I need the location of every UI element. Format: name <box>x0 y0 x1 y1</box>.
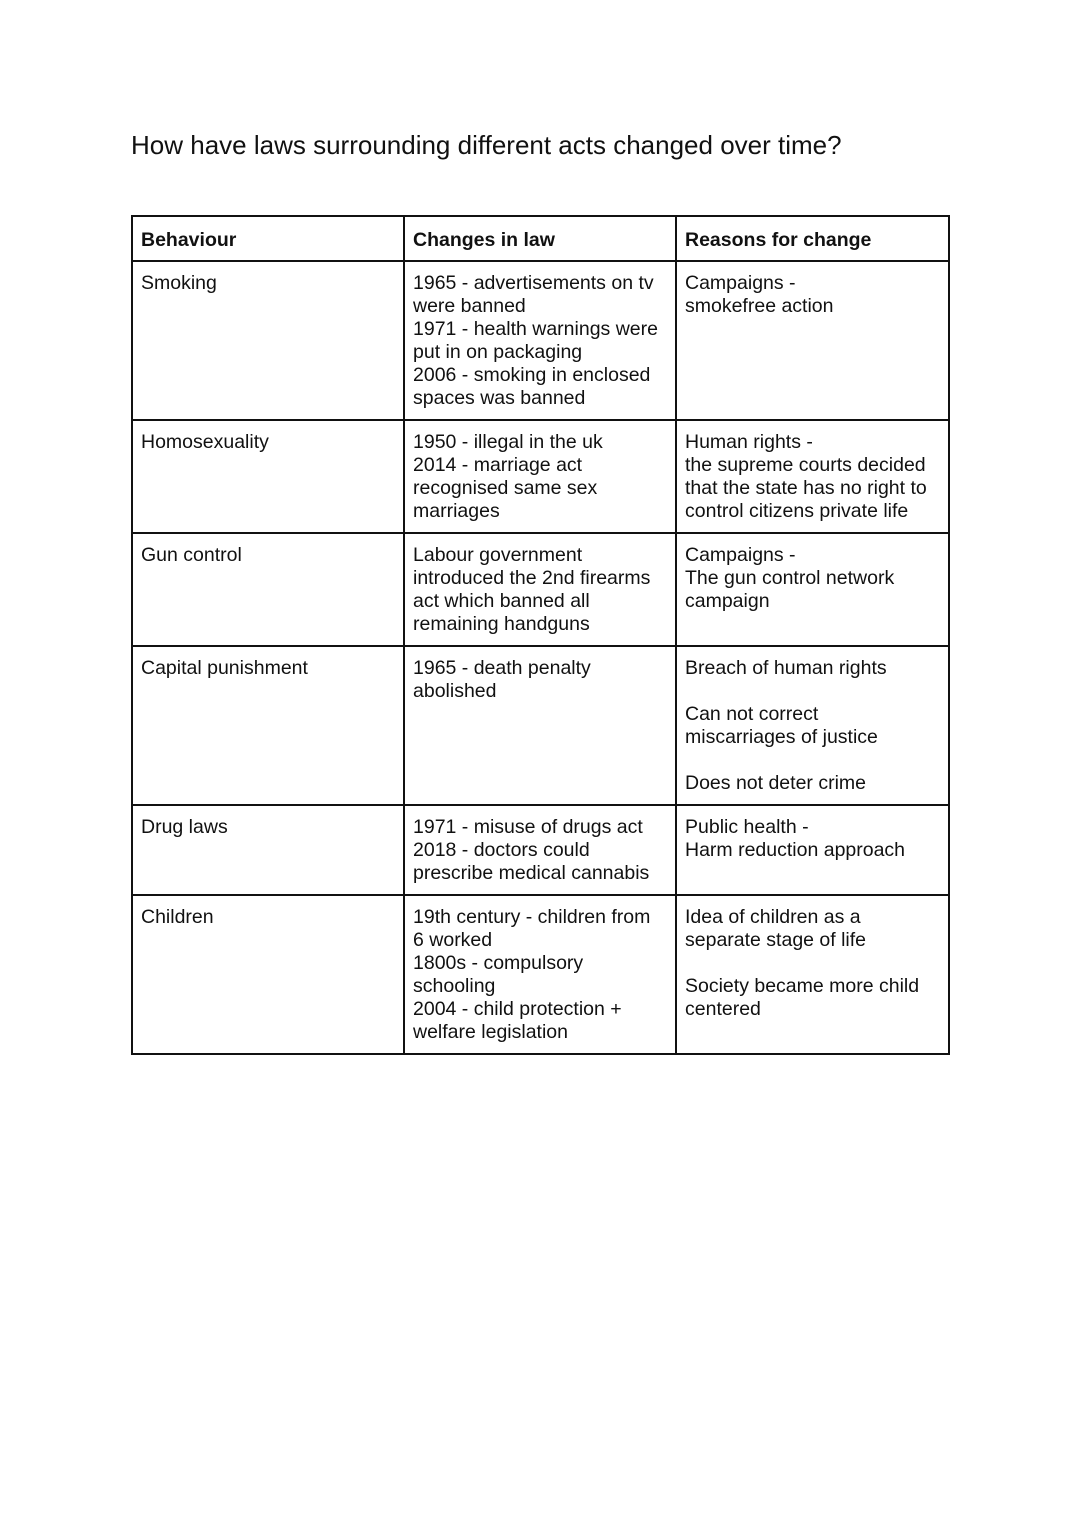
cell-behaviour <box>132 420 404 533</box>
cell-reasons-for-change <box>676 261 949 420</box>
header-changes-in-law: Changes in law <box>404 216 676 261</box>
cell-behaviour <box>132 646 404 805</box>
reason-line: control citizens private life <box>685 500 909 522</box>
law-change-line: 2018 - doctors could <box>413 839 590 861</box>
table-body <box>132 261 949 1054</box>
law-change-line: 1971 - misuse of drugs act <box>413 816 643 838</box>
blank-line <box>685 952 940 975</box>
table-row <box>132 805 949 895</box>
blank-line <box>685 749 940 772</box>
law-change-line: prescribe medical cannabis <box>413 862 650 884</box>
reason-line: Harm reduction approach <box>685 839 906 861</box>
law-change-line: 2004 - child protection + <box>413 998 622 1020</box>
behaviour-label: Smoking <box>141 272 217 294</box>
law-change-line: abolished <box>413 680 497 702</box>
law-change-line: were banned <box>413 295 526 317</box>
header-behaviour: Behaviour <box>132 216 404 261</box>
law-change-line: schooling <box>413 975 496 997</box>
behaviour-label: Homosexuality <box>141 431 269 453</box>
cell-reasons-for-change <box>676 805 949 895</box>
reason-line: Idea of children as a <box>685 906 861 928</box>
law-change-line: 1800s - compulsory <box>413 952 584 974</box>
cell-behaviour <box>132 533 404 646</box>
reason-line: that the state has no right to <box>685 477 927 499</box>
reason-line: Campaigns - <box>685 544 796 566</box>
law-change-line: 1971 - health warnings were <box>413 318 658 340</box>
reason-line: Campaigns - <box>685 272 796 294</box>
reason-line: the supreme courts decided <box>685 454 926 476</box>
cell-changes-in-law <box>404 646 676 805</box>
cell-changes-in-law <box>404 261 676 420</box>
cell-changes-in-law <box>404 420 676 533</box>
law-change-line: put in on packaging <box>413 341 583 363</box>
cell-behaviour <box>132 805 404 895</box>
table-row <box>132 420 949 533</box>
behaviour-label: Children <box>141 906 214 928</box>
cell-reasons-for-change <box>676 895 949 1054</box>
law-change-line: 6 worked <box>413 929 493 951</box>
law-change-line: 1965 - advertisements on tv <box>413 272 654 294</box>
law-change-line: 2006 - smoking in enclosed <box>413 364 651 386</box>
reason-line: smokefree action <box>685 295 834 317</box>
cell-behaviour <box>132 261 404 420</box>
table-row <box>132 261 949 420</box>
law-change-line: introduced the 2nd firearms <box>413 567 651 589</box>
reason-line: Can not correct <box>685 703 819 725</box>
cell-behaviour <box>132 895 404 1054</box>
reason-line: Human rights - <box>685 431 813 453</box>
table-row <box>132 895 949 1054</box>
reason-line: Public health - <box>685 816 809 838</box>
reason-line: Does not deter crime <box>685 772 866 794</box>
cell-changes-in-law <box>404 805 676 895</box>
reason-line: Breach of human rights <box>685 657 887 679</box>
cell-reasons-for-change <box>676 646 949 805</box>
law-change-line: 1965 - death penalty <box>413 657 591 679</box>
law-change-line: 1950 - illegal in the uk <box>413 431 603 453</box>
behaviour-label: Drug laws <box>141 816 228 838</box>
cell-reasons-for-change <box>676 533 949 646</box>
cell-reasons-for-change <box>676 420 949 533</box>
table-row <box>132 533 949 646</box>
behaviour-label: Capital punishment <box>141 657 308 679</box>
law-change-line: welfare legislation <box>413 1021 569 1043</box>
header-row <box>132 216 949 261</box>
cell-changes-in-law <box>404 533 676 646</box>
header-reasons-for-change: Reasons for change <box>676 216 949 261</box>
table-row <box>132 646 949 805</box>
law-change-line: 19th century - children from <box>413 906 651 928</box>
law-change-line: recognised same sex <box>413 477 598 499</box>
law-change-line: spaces was banned <box>413 387 586 409</box>
reason-line: separate stage of life <box>685 929 867 951</box>
law-change-line: marriages <box>413 500 500 522</box>
law-change-line: remaining handguns <box>413 613 590 635</box>
cell-changes-in-law <box>404 895 676 1054</box>
reason-line: centered <box>685 998 761 1020</box>
law-change-line: 2014 - marriage act <box>413 454 583 476</box>
laws-table <box>131 215 950 1055</box>
reason-line: The gun control network <box>685 567 895 589</box>
law-change-line: act which banned all <box>413 590 590 612</box>
page-title: How have laws surrounding different acts changed over time? <box>131 130 842 160</box>
law-change-line: Labour government <box>413 544 583 566</box>
reason-line: Society became more child <box>685 975 920 997</box>
reason-line: campaign <box>685 590 770 612</box>
behaviour-label: Gun control <box>141 544 242 566</box>
reason-line: miscarriages of justice <box>685 726 878 748</box>
blank-line <box>685 680 940 703</box>
